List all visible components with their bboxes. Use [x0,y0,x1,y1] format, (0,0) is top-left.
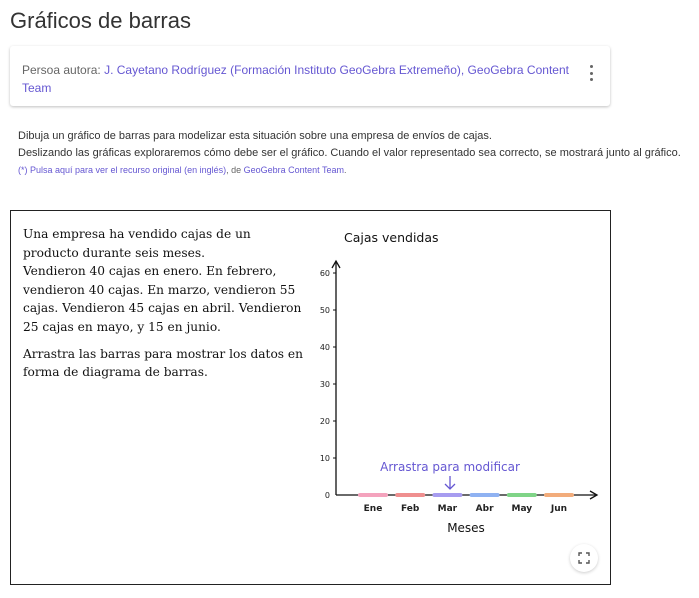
x-tick-label: Ene [363,504,383,514]
original-resource-note [18,163,698,177]
y-tick-labels [320,269,336,500]
description-line-1: Dibuja un gráfico de barras para modelizar esta situación sobre una empresa de envíos de cajas. [18,130,492,142]
note-separator: , de [226,165,244,175]
more-options-icon[interactable] [586,63,596,83]
bar-jun[interactable] [544,493,574,497]
drag-hint-arrow-icon [445,476,455,489]
x-tick-label: Abr [475,504,494,514]
y-tick-label: 0 [324,491,330,500]
original-resource-link[interactable]: (*) Pulsa aquí para ver el recurso original (en inglés) [18,165,227,175]
bar-abr[interactable] [470,493,500,497]
author-names-link[interactable]: J. Cayetano Rodríguez (Formación Instituto GeoGebra Extremeño), GeoGebra Content Team [22,63,569,95]
y-tick-label: 20 [319,417,330,426]
note-end: . [344,165,347,175]
y-tick-label: 40 [319,343,330,352]
bar-ene[interactable] [358,493,388,497]
x-tick-label: Feb [401,504,420,514]
geogebra-applet[interactable] [10,210,611,585]
story-line-1: Una empresa ha vendido cajas de un producto durante seis meses. [23,227,251,260]
author-label: Persoa autora: [22,63,101,77]
x-tick-label: Jun [550,504,568,514]
page-title: Gráficos de barras [10,8,191,33]
description [18,128,698,177]
y-tick-label: 10 [319,454,330,463]
x-tick-label: May [511,504,533,514]
content-team-link[interactable]: GeoGebra Content Team [243,165,345,175]
chart-title: Cajas vendidas [344,230,439,245]
x-tick-label: Mar [437,504,458,514]
x-tick-labels [364,504,567,514]
fullscreen-icon [578,552,590,564]
y-tick-label: 50 [319,306,330,315]
bar-feb[interactable] [395,493,425,497]
story-line-2: Vendieron 40 cajas en enero. En febrero, vendieron 40 cajas. En marzo, vendieron 55 cajas. Vendieron 45 cajas en abril. Vendieron 25 cajas en mayo, y 15 en junio. [23,264,302,334]
story-instruction: Arrastra las barras para mostrar los datos en forma de diagrama de barras. [23,346,303,380]
bar-may[interactable] [507,493,537,497]
description-line-2: Deslizando las gráficas exploraremos cómo debe ser el gráfico. Cuando el valor representado sea correcto, se mostrará junto al gráfico. [18,147,681,159]
y-tick-label: 30 [319,380,330,389]
y-tick-label: 60 [319,269,330,278]
drag-hint: Arrastra para modificar [380,460,520,474]
bar-chart[interactable] [311,221,611,541]
author-card [10,46,610,106]
x-axis-label: Meses [447,521,485,535]
fullscreen-button[interactable] [570,544,598,572]
bar-mar[interactable] [432,493,462,497]
applet-story [23,225,303,382]
